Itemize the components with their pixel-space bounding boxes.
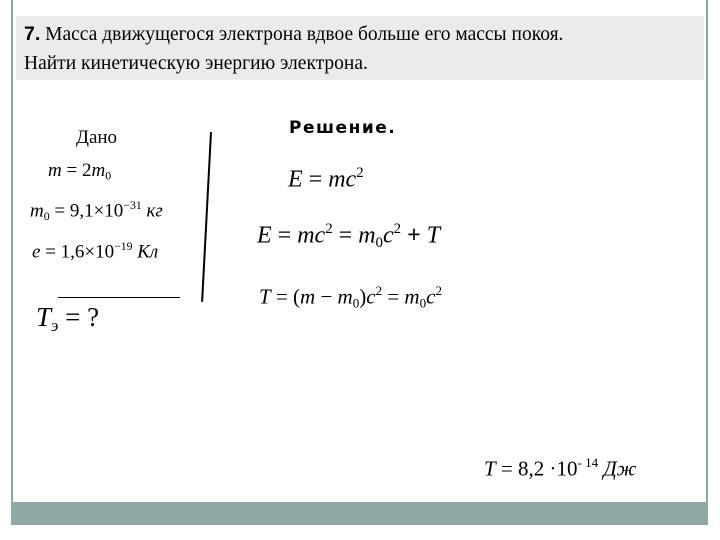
var-m0: m	[358, 222, 376, 249]
var-T: T	[426, 222, 441, 249]
exponent: - 14	[577, 455, 599, 470]
given-eq-charge	[32, 240, 158, 264]
subscript: 0	[375, 235, 383, 252]
exponent: −19	[114, 240, 133, 253]
var-E: E	[257, 222, 272, 249]
var-m0: m	[30, 200, 44, 222]
problem-statement	[16, 16, 704, 80]
solution-eq-energy	[288, 165, 364, 194]
answer-value: = 8,2 ·10	[495, 456, 578, 481]
var-mc: mc	[297, 222, 326, 249]
eq-rel: =	[382, 284, 405, 309]
var-T: T	[36, 302, 52, 332]
paren: )	[359, 284, 367, 309]
problem-line-1	[24, 20, 704, 49]
exponent: 2	[325, 221, 333, 237]
unit: Дж	[598, 456, 637, 481]
var-m0: m	[337, 284, 353, 309]
var-c: c	[382, 222, 394, 249]
subscript: 0	[352, 295, 360, 311]
unit: кг	[141, 200, 163, 222]
eq-rel: =	[332, 222, 359, 249]
exponent: 2	[356, 165, 364, 181]
var-c: c	[366, 284, 376, 309]
var-m0: m	[91, 160, 106, 181]
plus-sign: +	[401, 222, 427, 249]
eq-rel: =	[302, 166, 329, 193]
var-m: m	[300, 284, 316, 309]
var-E: E	[288, 166, 303, 193]
problem-text-1: Масса движущегося электрона вдвое больше его массы покоя.	[45, 24, 564, 45]
var-T: T	[259, 284, 271, 309]
eq-value: = 9,1×10	[49, 200, 124, 222]
exponent: −31	[123, 199, 142, 212]
eq-value: = 1,6×10	[40, 241, 115, 263]
given-eq-mass-ratio	[48, 160, 111, 184]
var-T: T	[484, 456, 496, 481]
var-e: e	[32, 241, 41, 263]
find-kinetic-energy	[36, 302, 99, 336]
problem-number: 7.	[24, 23, 41, 45]
var-m: m	[48, 160, 62, 181]
given-divider	[58, 297, 180, 298]
subscript: 0	[43, 210, 50, 224]
slide-footer-bar	[11, 502, 708, 525]
exponent: 2	[393, 221, 402, 237]
var-mc: mc	[328, 166, 357, 193]
subscript: 0	[105, 169, 112, 183]
given-label: Дано	[76, 127, 118, 148]
subscript: э	[51, 316, 59, 336]
given-eq-rest-mass	[30, 199, 163, 224]
eq-rel: = 2	[61, 160, 92, 181]
var-m0: m	[404, 284, 420, 309]
eq-question: = ?	[58, 302, 100, 332]
exponent: 2	[375, 283, 383, 298]
eq-rel: = (	[270, 284, 301, 309]
exponent: 2	[435, 283, 442, 298]
solution-answer	[484, 455, 636, 481]
solution-eq-kinetic	[259, 283, 442, 311]
minus-sign: −	[315, 284, 338, 309]
solution-label: Решение.	[289, 118, 397, 138]
problem-line-2: Найти кинетическую энергию электрона.	[24, 53, 368, 74]
var-c: c	[426, 284, 436, 309]
eq-rel: =	[271, 222, 298, 249]
unit: Кл	[132, 241, 159, 263]
subscript: 0	[419, 295, 427, 311]
solution-eq-energy-sum	[257, 221, 440, 252]
